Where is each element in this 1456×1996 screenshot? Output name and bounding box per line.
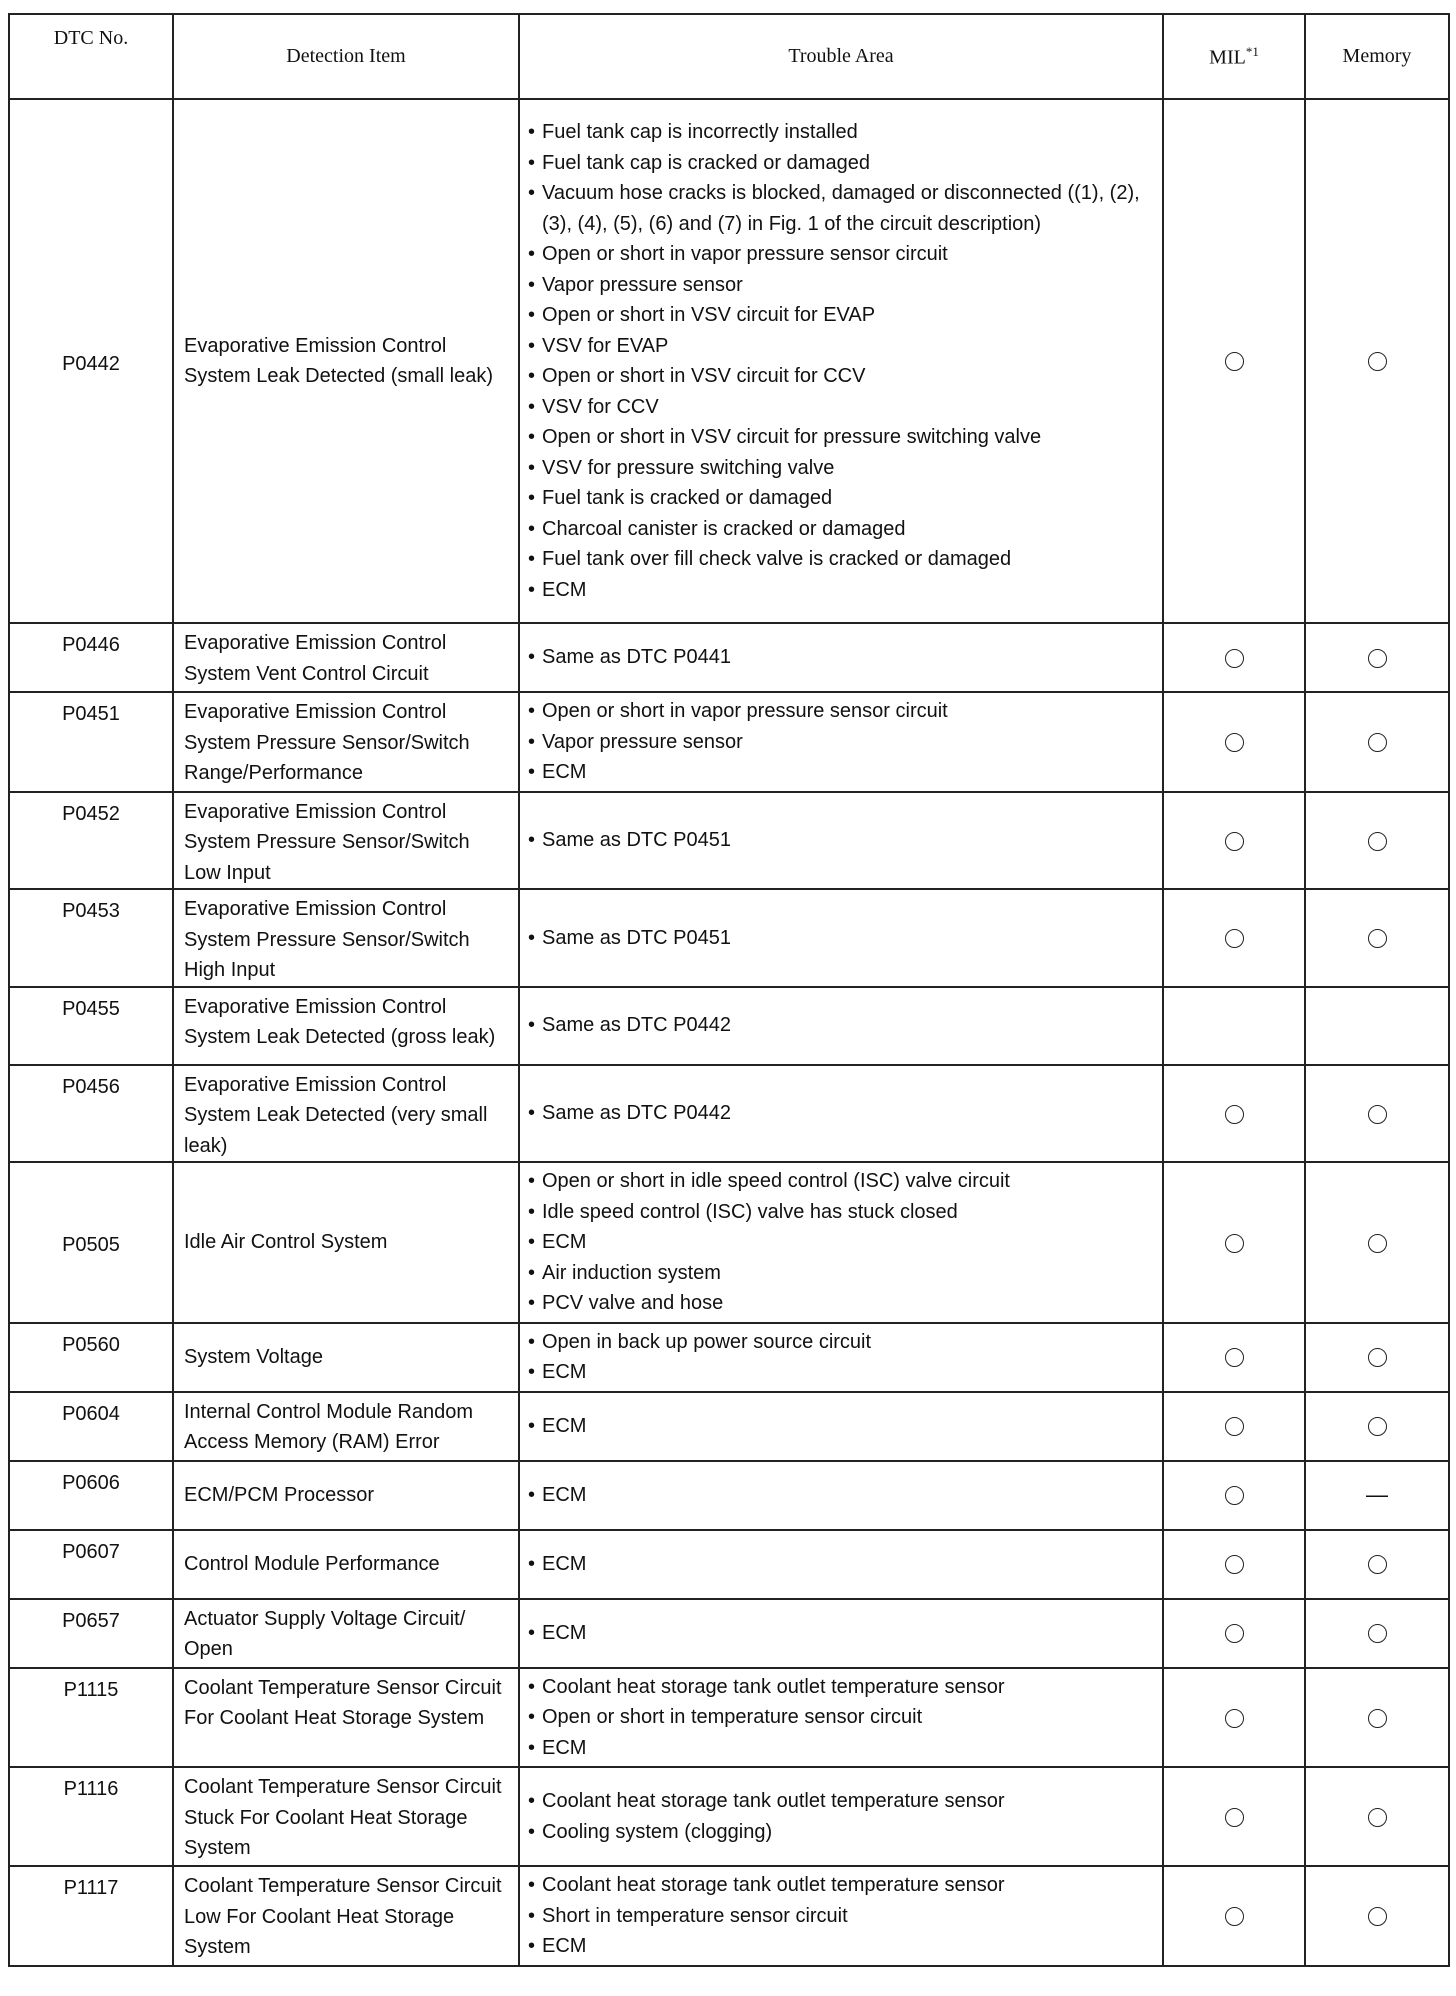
- trouble-item: • Vapor pressure sensor: [528, 270, 1156, 301]
- dtc-code: P0505: [9, 1162, 173, 1323]
- table-row: [9, 1323, 1449, 1392]
- dtc-code: P0455: [9, 987, 173, 1065]
- trouble-item: • PCV valve and hose: [528, 1288, 1156, 1319]
- circle-icon: [1225, 1555, 1244, 1574]
- detection-item: Idle Air Control System: [173, 1162, 519, 1323]
- dtc-table-body: [9, 99, 1449, 1966]
- circle-icon: [1368, 929, 1387, 948]
- circle-icon: [1225, 1234, 1244, 1253]
- detection-item: Coolant Temperature Sensor Circuit For Coolant Heat Storage System: [173, 1668, 519, 1768]
- circle-icon: [1225, 1624, 1244, 1643]
- trouble-item: • Same as DTC P0441: [528, 642, 1156, 673]
- detection-item: ECM/PCM Processor: [173, 1461, 519, 1530]
- mil-indicator: [1163, 1668, 1305, 1768]
- dtc-code: P0453: [9, 889, 173, 987]
- trouble-area: [519, 987, 1163, 1065]
- circle-icon: [1368, 649, 1387, 668]
- trouble-item: • Fuel tank is cracked or damaged: [528, 483, 1156, 514]
- dtc-code: P0604: [9, 1392, 173, 1461]
- trouble-item: • ECM: [528, 1618, 1156, 1649]
- circle-icon: [1225, 733, 1244, 752]
- trouble-area: [519, 1392, 1163, 1461]
- table-row: [9, 623, 1449, 692]
- trouble-list: [528, 1786, 1156, 1847]
- trouble-list: [528, 1411, 1156, 1442]
- circle-icon: [1368, 1709, 1387, 1728]
- memory-indicator: [1305, 987, 1449, 1065]
- mil-indicator: [1163, 99, 1305, 623]
- trouble-list: [528, 1166, 1156, 1319]
- circle-icon: [1225, 1907, 1244, 1926]
- trouble-item: • ECM: [528, 1411, 1156, 1442]
- trouble-item: • Fuel tank cap is incorrectly installed: [528, 117, 1156, 148]
- mil-indicator: [1163, 623, 1305, 692]
- memory-indicator: [1305, 1392, 1449, 1461]
- table-row: [9, 99, 1449, 623]
- trouble-area: [519, 1323, 1163, 1392]
- memory-indicator: [1305, 1461, 1449, 1530]
- dtc-code: P0442: [9, 99, 173, 623]
- detection-item: Control Module Performance: [173, 1530, 519, 1599]
- table-row: [9, 692, 1449, 792]
- circle-icon: [1225, 1486, 1244, 1505]
- memory-indicator: [1305, 1866, 1449, 1966]
- trouble-item: • Idle speed control (ISC) valve has stuck closed: [528, 1197, 1156, 1228]
- table-row: [9, 1767, 1449, 1866]
- dtc-table: [8, 13, 1450, 1967]
- dtc-code: P0452: [9, 792, 173, 890]
- dtc-code: P0446: [9, 623, 173, 692]
- detection-item: Evaporative Emission Control System Pressure Sensor/Switch High Input: [173, 889, 519, 987]
- trouble-area: [519, 99, 1163, 623]
- mil-indicator: [1163, 1599, 1305, 1668]
- mil-indicator: [1163, 1065, 1305, 1163]
- table-row: [9, 1065, 1449, 1163]
- dtc-code: P0456: [9, 1065, 173, 1163]
- trouble-list: [528, 1010, 1156, 1041]
- dtc-code: P0607: [9, 1530, 173, 1599]
- trouble-area: [519, 1668, 1163, 1768]
- detection-item: Coolant Temperature Sensor Circuit Low For Coolant Heat Storage System: [173, 1866, 519, 1966]
- trouble-item: • VSV for CCV: [528, 392, 1156, 423]
- circle-icon: [1368, 1417, 1387, 1436]
- trouble-item: • Same as DTC P0442: [528, 1098, 1156, 1129]
- trouble-list: [528, 1618, 1156, 1649]
- circle-icon: [1368, 352, 1387, 371]
- mil-indicator: [1163, 1461, 1305, 1530]
- trouble-area: [519, 1162, 1163, 1323]
- trouble-item: • ECM: [528, 757, 1156, 788]
- trouble-item: • Air induction system: [528, 1258, 1156, 1289]
- dtc-code: P0657: [9, 1599, 173, 1668]
- trouble-area: [519, 1065, 1163, 1163]
- mil-indicator: [1163, 889, 1305, 987]
- memory-indicator: [1305, 889, 1449, 987]
- memory-indicator: [1305, 792, 1449, 890]
- mil-indicator: [1163, 1530, 1305, 1599]
- table-row: [9, 1162, 1449, 1323]
- mil-indicator: [1163, 987, 1305, 1065]
- detection-item: Evaporative Emission Control System Pressure Sensor/Switch Range/Performance: [173, 692, 519, 792]
- trouble-list: [528, 1549, 1156, 1580]
- trouble-item: • Open or short in VSV circuit for pressure switching valve: [528, 422, 1156, 453]
- detection-item: Evaporative Emission Control System Leak Detected (small leak): [173, 99, 519, 623]
- table-row: [9, 889, 1449, 987]
- trouble-item: • ECM: [528, 1480, 1156, 1511]
- table-row: [9, 792, 1449, 890]
- header-mil-label: MIL: [1209, 46, 1246, 69]
- memory-indicator: [1305, 623, 1449, 692]
- detection-item: Evaporative Emission Control System Vent Control Circuit: [173, 623, 519, 692]
- trouble-list: [528, 1870, 1156, 1962]
- header-mil: [1163, 14, 1305, 99]
- trouble-item: • ECM: [528, 1931, 1156, 1962]
- table-row: [9, 1392, 1449, 1461]
- mil-indicator: [1163, 1162, 1305, 1323]
- memory-indicator: [1305, 99, 1449, 623]
- trouble-item: • Coolant heat storage tank outlet temperature sensor: [528, 1786, 1156, 1817]
- circle-icon: [1225, 1417, 1244, 1436]
- trouble-item: • Open or short in temperature sensor circuit: [528, 1702, 1156, 1733]
- dtc-code: P1117: [9, 1866, 173, 1966]
- header-memory: Memory: [1305, 14, 1449, 99]
- trouble-area: [519, 1767, 1163, 1866]
- trouble-item: • Same as DTC P0451: [528, 923, 1156, 954]
- table-row: [9, 987, 1449, 1065]
- trouble-item: • VSV for EVAP: [528, 331, 1156, 362]
- trouble-list: [528, 696, 1156, 788]
- circle-icon: [1225, 929, 1244, 948]
- mil-indicator: [1163, 1866, 1305, 1966]
- header-mil-footnote: *1: [1245, 43, 1259, 59]
- trouble-item: • Open or short in idle speed control (ISC) valve circuit: [528, 1166, 1156, 1197]
- circle-icon: [1225, 1709, 1244, 1728]
- circle-icon: [1368, 1348, 1387, 1367]
- mil-indicator: [1163, 1767, 1305, 1866]
- table-row: [9, 1461, 1449, 1530]
- table-row: [9, 1668, 1449, 1768]
- trouble-item: • Fuel tank cap is cracked or damaged: [528, 148, 1156, 179]
- trouble-item: • Open or short in vapor pressure sensor circuit: [528, 239, 1156, 270]
- trouble-item: • VSV for pressure switching valve: [528, 453, 1156, 484]
- table-row: [9, 1599, 1449, 1668]
- header-detection-item: Detection Item: [173, 14, 519, 99]
- trouble-list: [528, 1327, 1156, 1388]
- trouble-list: [528, 923, 1156, 954]
- trouble-item: • Open or short in VSV circuit for EVAP: [528, 300, 1156, 331]
- detection-item: Actuator Supply Voltage Circuit/ Open: [173, 1599, 519, 1668]
- trouble-item: • Same as DTC P0442: [528, 1010, 1156, 1041]
- trouble-item: • Vapor pressure sensor: [528, 727, 1156, 758]
- circle-icon: [1368, 733, 1387, 752]
- dtc-code: P0451: [9, 692, 173, 792]
- circle-icon: [1225, 832, 1244, 851]
- detection-item: Evaporative Emission Control System Pressure Sensor/Switch Low Input: [173, 792, 519, 890]
- trouble-list: [528, 825, 1156, 856]
- trouble-list: [528, 642, 1156, 673]
- trouble-item: • Open or short in VSV circuit for CCV: [528, 361, 1156, 392]
- memory-indicator: [1305, 1323, 1449, 1392]
- dtc-code: P0560: [9, 1323, 173, 1392]
- memory-indicator: [1305, 692, 1449, 792]
- circle-icon: [1225, 649, 1244, 668]
- trouble-area: [519, 1866, 1163, 1966]
- trouble-item: • Vacuum hose cracks is blocked, damaged or disconnected ((1), (2), (3), (4), (5), (6) and (7) in Fig. 1 of the circuit description): [528, 178, 1156, 239]
- circle-icon: [1368, 1105, 1387, 1124]
- trouble-item: • ECM: [528, 1227, 1156, 1258]
- trouble-item: • Coolant heat storage tank outlet temperature sensor: [528, 1672, 1156, 1703]
- memory-indicator: [1305, 1599, 1449, 1668]
- header-row: [9, 14, 1449, 99]
- header-trouble-area: Trouble Area: [519, 14, 1163, 99]
- memory-indicator: [1305, 1767, 1449, 1866]
- circle-icon: [1225, 1105, 1244, 1124]
- detection-item: Evaporative Emission Control System Leak Detected (gross leak): [173, 987, 519, 1065]
- trouble-area: [519, 1530, 1163, 1599]
- table-row: [9, 1866, 1449, 1966]
- memory-indicator: [1305, 1065, 1449, 1163]
- trouble-item: • Fuel tank over fill check valve is cracked or damaged: [528, 544, 1156, 575]
- trouble-area: [519, 1599, 1163, 1668]
- circle-icon: [1368, 1234, 1387, 1253]
- dtc-code: P0606: [9, 1461, 173, 1530]
- trouble-area: [519, 623, 1163, 692]
- circle-icon: [1368, 1624, 1387, 1643]
- table-row: [9, 1530, 1449, 1599]
- mil-indicator: [1163, 1392, 1305, 1461]
- circle-icon: [1368, 1555, 1387, 1574]
- mil-indicator: [1163, 1323, 1305, 1392]
- memory-indicator: [1305, 1530, 1449, 1599]
- trouble-list: [528, 117, 1156, 605]
- circle-icon: [1225, 352, 1244, 371]
- detection-item: System Voltage: [173, 1323, 519, 1392]
- circle-icon: [1368, 1808, 1387, 1827]
- trouble-area: [519, 1461, 1163, 1530]
- trouble-area: [519, 692, 1163, 792]
- circle-icon: [1368, 1907, 1387, 1926]
- trouble-list: [528, 1480, 1156, 1511]
- circle-icon: [1225, 1808, 1244, 1827]
- trouble-list: [528, 1672, 1156, 1764]
- trouble-item: • ECM: [528, 575, 1156, 606]
- trouble-item: • Short in temperature sensor circuit: [528, 1901, 1156, 1932]
- mil-indicator: [1163, 692, 1305, 792]
- circle-icon: [1368, 832, 1387, 851]
- detection-item: Coolant Temperature Sensor Circuit Stuck For Coolant Heat Storage System: [173, 1767, 519, 1866]
- trouble-item: • Coolant heat storage tank outlet temperature sensor: [528, 1870, 1156, 1901]
- trouble-item: • ECM: [528, 1733, 1156, 1764]
- header-dtc-no: DTC No.: [9, 14, 173, 99]
- trouble-item: • ECM: [528, 1357, 1156, 1388]
- trouble-item: • Cooling system (clogging): [528, 1817, 1156, 1848]
- detection-item: Internal Control Module Random Access Memory (RAM) Error: [173, 1392, 519, 1461]
- trouble-list: [528, 1098, 1156, 1129]
- trouble-item: • Charcoal canister is cracked or damaged: [528, 514, 1156, 545]
- trouble-area: [519, 889, 1163, 987]
- dtc-code: P1116: [9, 1767, 173, 1866]
- trouble-item: • Open or short in vapor pressure sensor circuit: [528, 696, 1156, 727]
- trouble-item: • Open in back up power source circuit: [528, 1327, 1156, 1358]
- trouble-item: • Same as DTC P0451: [528, 825, 1156, 856]
- mil-indicator: [1163, 792, 1305, 890]
- detection-item: Evaporative Emission Control System Leak Detected (very small leak): [173, 1065, 519, 1163]
- circle-icon: [1225, 1348, 1244, 1367]
- dash-icon: —: [1366, 1481, 1388, 1507]
- trouble-item: • ECM: [528, 1549, 1156, 1580]
- dtc-code: P1115: [9, 1668, 173, 1768]
- memory-indicator: [1305, 1162, 1449, 1323]
- memory-indicator: [1305, 1668, 1449, 1768]
- trouble-area: [519, 792, 1163, 890]
